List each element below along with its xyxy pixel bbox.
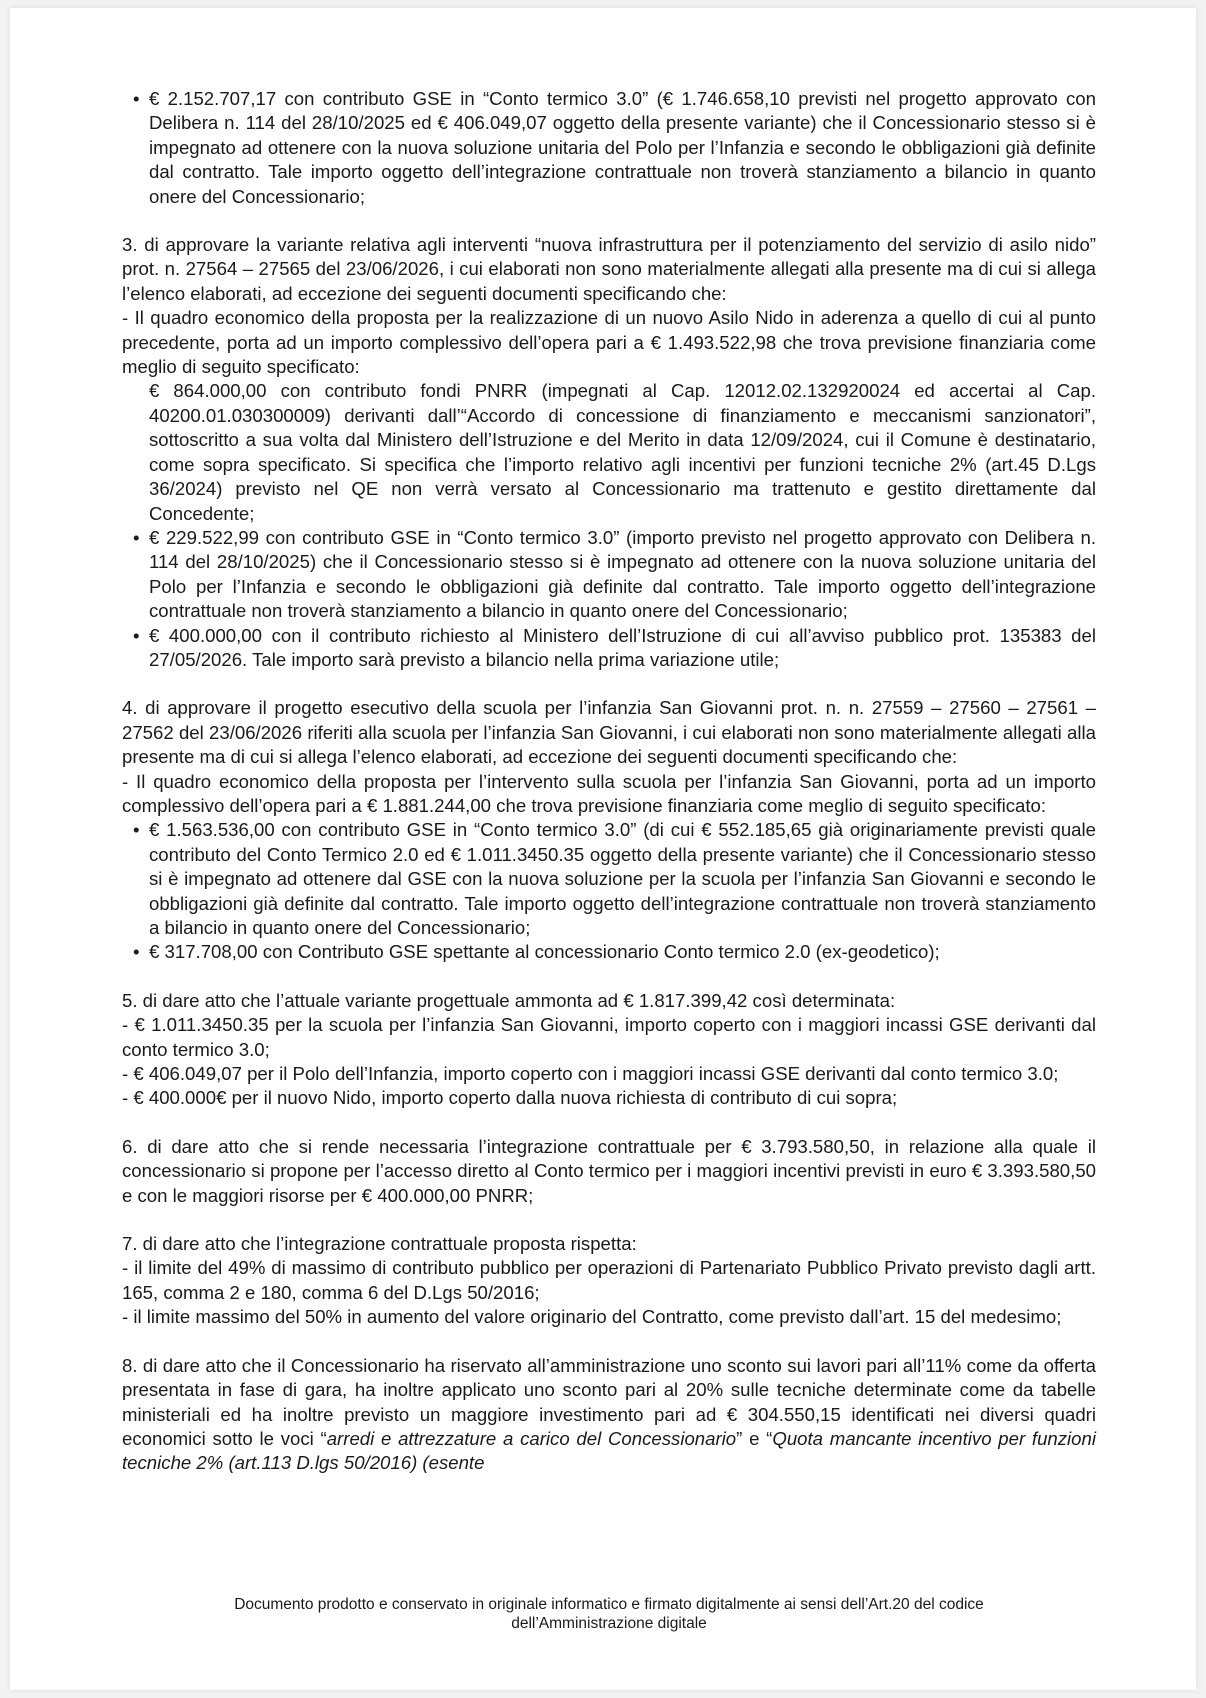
footer-line: Documento prodotto e conservato in originale informatico e firmato digitalmente ai sensi dell’Art.20 del codice	[234, 1596, 984, 1613]
list-item-text: € 229.522,99 con contributo GSE in “Conto termico 3.0” (importo previsto nel progetto approvato con Delibera n. 114 del 28/10/2025) che il Concessionario stesso si è impegnato ad ottenere con la nuova soluzione unitaria del Polo per l’Infanzia e secondo le obbligazioni già definite dal contratto. Tale importo oggetto dell’integrazione contrattuale non troverà stanziamento a bilancio in quanto onere del Concessionario;	[149, 526, 1096, 622]
item4-subpoint: - Il quadro economico della proposta per l’intervento sulla scuola per l’infanzia San Giovanni, porta ad un importo complessivo dell’opera pari a € 1.881.244,00 che trova previsione finanziaria come meglio di seguito specificato:	[122, 770, 1096, 816]
list-item-text: € 400.000,00 con il contributo richiesto al Ministero dell’Istruzione di cui all’avviso pubblico prot. 135383 del 27/05/2026. Tale importo sarà previsto a bilancio nella prima variazione utile;	[149, 624, 1096, 670]
item5-line: - € 400.000€ per il nuovo Nido, importo coperto dalla nuova richiesta di contributo di cui sopra;	[122, 1087, 898, 1109]
list-item-text: € 317.708,00 con Contributo GSE spettante al concessionario Conto termico 2.0 (ex-geodetico);	[149, 941, 940, 963]
footer-line: dell’Amministrazione digitale	[511, 1615, 707, 1632]
item8-text: 8. di dare atto che il Concessionario ha riservato all’amministrazione uno sconto sui lavori pari all’11% come da offerta presentata in fase di gara, ha inoltre applicato uno sconto pari al 20% sulle tecniche determinate come da tabelle ministeriali ed ha inoltre previsto un maggiore investimento pari ad € 304.550,15 identificati nei diversi quadri economici sotto le voci “	[122, 1354, 1096, 1449]
item8-italic-text: arredi e attrezzature a carico del Concessionario	[326, 1427, 737, 1449]
item2-bullet-list	[122, 87, 1096, 209]
item3-intro: 3. di approvare la variante relativa agli interventi “nuova infrastruttura per il potenziamento del servizio di asilo nido” prot. n. 27564 – 27565 del 23/06/2026, i cui elaborati non sono materialmente allegati alla presente ma di cui si allega l’elenco elaborati, ad eccezione dei seguenti documenti specificando che:	[122, 234, 1096, 304]
item4-bullet-list	[122, 818, 1096, 964]
item8-paragraph	[122, 1354, 1096, 1476]
bullet-marker: •	[133, 624, 140, 646]
item7-line: - il limite massimo del 50% in aumento del valore originario del Contratto, come previsto dall’art. 15 del medesimo;	[122, 1306, 1062, 1328]
list-item-text: € 864.000,00 con contributo fondi PNRR (impegnati al Cap. 12012.02.132920024 ed accertai al Cap. 40200.01.030300009) derivanti dall’“Accordo di concessione di finanziamento e meccanismi sanzionatori”, sottoscritto a sua volta dal Ministero dell’Istruzione e del Merito in data 12/09/2024, cui il Comune è destinatario, come sopra specificato. Si specifica che l’importo relativo agli incentivi per funzioni tecniche 2% (art.45 D.Lgs 36/2024) previsto nel QE non verrà versato al Concessionario ma trattenuto e gestito direttamente dal Concedente;	[149, 380, 1096, 524]
document-body	[122, 87, 1096, 1476]
document-footer	[122, 1595, 1096, 1633]
list-item	[122, 379, 1096, 525]
list-item	[122, 87, 1096, 209]
item8-text: ” e “	[736, 1427, 773, 1449]
document-page	[10, 8, 1196, 1690]
bullet-marker: •	[133, 941, 140, 963]
list-item-text: € 1.563.536,00 con contributo GSE in “Conto termico 3.0” (di cui € 552.185,65 già originariamente previsti quale contributo del Conto Termico 2.0 ed € 1.011.3450.35 oggetto della presente variante) che il Concessionario stesso si è impegnato ad ottenere dal GSE con la nuova soluzione per la scuola per l’infanzia San Giovanni e secondo le obbligazioni già definite dal contratto. Tale importo oggetto dell’integrazione contrattuale non troverà stanziamento a bilancio in quanto onere del Concessionario;	[149, 819, 1096, 938]
item3-subpoint: - Il quadro economico della proposta per la realizzazione di un nuovo Asilo Nido in aderenza a quello di cui al punto precedente, porta ad un importo complessivo dell’opera pari a € 1.493.522,98 che trova previsione finanziaria come meglio di seguito specificato:	[122, 307, 1096, 378]
list-item	[122, 526, 1096, 624]
list-item	[122, 624, 1096, 673]
item5-intro: 5. di dare atto che l’attuale variante progettuale ammonta ad € 1.817.399,42 così determinata:	[122, 989, 896, 1011]
item7-line: - il limite del 49% di massimo di contributo pubblico per operazioni di Partenariato Pubblico Privato previsto dagli artt. 165, comma 2 e 180, comma 6 del D.Lgs 50/2016;	[122, 1257, 1096, 1303]
item5-line: - € 406.049,07 per il Polo dell’Infanzia, importo coperto con i maggiori incassi GSE derivanti dal conto termico 3.0;	[122, 1063, 1059, 1085]
item3-bullet-list	[122, 379, 1096, 672]
item4-intro: 4. di approvare il progetto esecutivo della scuola per l’infanzia San Giovanni prot. n. n. 27559 – 27560 – 27561 – 27562 del 23/06/2026 riferiti alla scuola per l’infanzia San Giovanni, i cui elaborati non sono materialmente allegati alla presente ma di cui si allega l’elenco elaborati, ad eccezione dei seguenti documenti specificando che:	[122, 697, 1096, 768]
item6-paragraph: 6. di dare atto che si rende necessaria l’integrazione contrattuale per € 3.793.580,50, in relazione alla quale il concessionario si propone per l’accesso diretto al Conto termico per i maggiori incentivi previsti in euro € 3.393.580,50 e con le maggiori risorse per € 400.000,00 PNRR;	[122, 1135, 1096, 1206]
item7-intro: 7. di dare atto che l’integrazione contrattuale proposta rispetta:	[122, 1233, 637, 1255]
bullet-marker: •	[133, 526, 140, 548]
bullet-marker: •	[133, 819, 140, 841]
item5-line: - € 1.011.3450.35 per la scuola per l’infanzia San Giovanni, importo coperto con i maggiori incassi GSE derivanti dal conto termico 3.0;	[122, 1014, 1096, 1060]
list-item	[122, 818, 1096, 940]
list-item-text: € 2.152.707,17 con contributo GSE in “Conto termico 3.0” (€ 1.746.658,10 previsti nel progetto approvato con Delibera n. 114 del 28/10/2025 ed € 406.049,07 oggetto della presente variante) che il Concessionario stesso si è impegnato ad ottenere con la nuova soluzione unitaria del Polo per l’Infanzia e secondo le obbligazioni già definite dal contratto. Tale importo oggetto dell’integrazione contrattuale non troverà stanziamento a bilancio in quanto onere del Concessionario;	[149, 88, 1096, 207]
item8-italic-text: Quota mancante incentivo per funzioni tecniche 2% (art.113 D.lgs 50/2016) (esente	[122, 1427, 1096, 1474]
list-item	[122, 940, 1096, 964]
bullet-marker: •	[133, 88, 140, 109]
